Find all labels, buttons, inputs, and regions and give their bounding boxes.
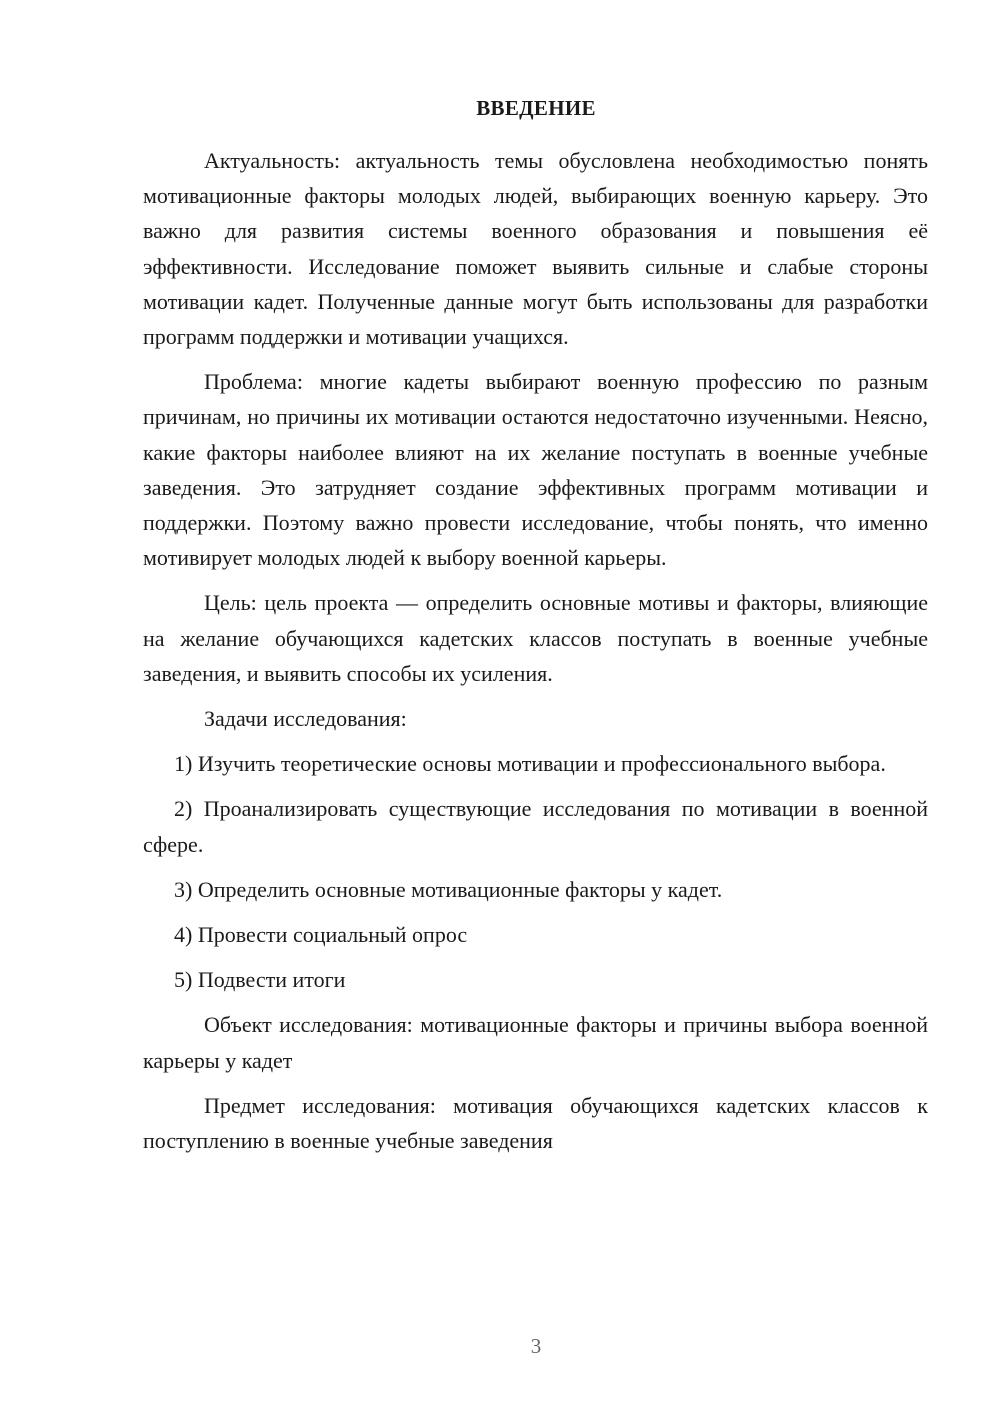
task-item-1: 1) Изучить теоретические основы мотивации и профессионального выбора. xyxy=(174,751,886,777)
paragraph-object: Объект исследования: мотивационные факторы и причины выбора военной карьеры у кадет xyxy=(143,1012,928,1073)
page-number: 3 xyxy=(530,1334,542,1358)
paragraph-goal: Цель: цель проекта — определить основные мотивы и факторы, влияющие на желание обучающихся кадетских классов поступать в военные учебные заведения, и выявить способы их усиления. xyxy=(143,590,928,686)
paragraph-relevance: Актуальность: актуальность темы обусловлена необходимостью понять мотивационные факторы молодых людей, выбирающих военную карьеру. Это важно для развития системы военного образования и повышения её эффективности. Исследование поможет выявить сильные и слабые стороны мотивации кадет. Полученные данные могут быть использованы для разработки программ поддержки и мотивации учащихся. xyxy=(143,148,928,350)
page-title: ВВЕДЕНИЕ xyxy=(476,96,596,120)
task-item-2: 2) Проанализировать существующие исследования по мотивации в военной сфере. xyxy=(143,796,928,857)
paragraph-subject: Предмет исследования: мотивация обучающихся кадетских классов к поступлению в военные учебные заведения xyxy=(143,1092,928,1154)
task-item-3: 3) Определить основные мотивационные факторы у кадет. xyxy=(174,876,723,902)
task-item-4: 4) Провести социальный опрос xyxy=(174,922,468,948)
paragraph-tasks-heading: Задачи исследования: xyxy=(204,706,407,732)
document-body xyxy=(143,143,928,1158)
task-item-5: 5) Подвести итоги xyxy=(174,967,346,993)
paragraph-problem: Проблема: многие кадеты выбирают военную профессию по разным причинам, но причины их мотивации остаются недостаточно изученными. Неясно, какие факторы наиболее влияют на их желание поступать в военные учебные заведения. Это затрудняет создание эффективных программ мотивации и поддержки. Поэтому важно провести исследование, чтобы понять, что именно мотивирует молодых людей к выбору военной карьеры. xyxy=(143,369,928,571)
